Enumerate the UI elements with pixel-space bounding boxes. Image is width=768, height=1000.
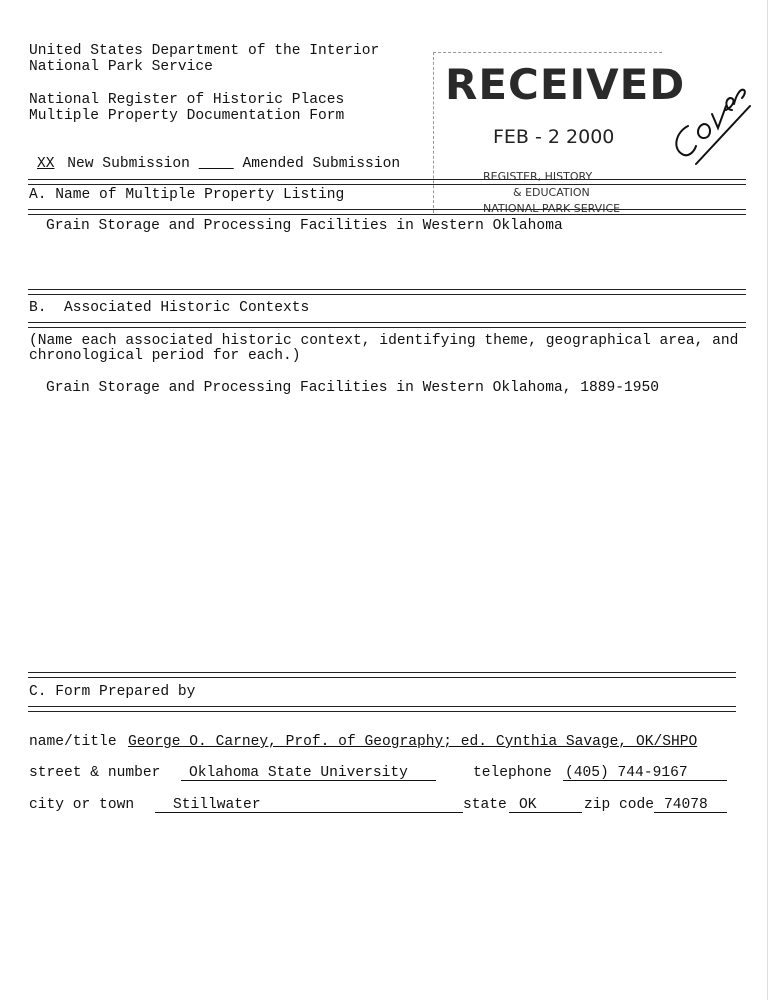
section-a-value: Grain Storage and Processing Facilities in Western Oklahoma xyxy=(46,218,563,234)
street-label: street & number xyxy=(29,765,161,781)
service-title: National Park Service xyxy=(29,59,213,75)
stamp-line-3: NATIONAL PARK SERVICE xyxy=(483,202,621,215)
section-a-heading: A. Name of Multiple Property Listing xyxy=(29,187,345,203)
new-submission-mark: XX xyxy=(37,156,55,172)
section-b-instruction-1: (Name each associated historic context, identifying theme, geographical area, and xyxy=(29,333,739,349)
stamp-line-2: & EDUCATION xyxy=(513,186,590,199)
section-c-heading: C. Form Prepared by xyxy=(29,684,196,700)
register-title: National Register of Historic Places xyxy=(29,92,345,108)
new-submission-label: New Submission xyxy=(67,156,190,172)
street-value: Oklahoma State University xyxy=(189,765,408,781)
telephone-label: telephone xyxy=(473,765,552,781)
name-title-value: George O. Carney, Prof. of Geography; ed. Cynthia Savage, OK/SHPO xyxy=(128,734,698,750)
divider xyxy=(28,668,736,682)
section-b-instruction-2: chronological period for each.) xyxy=(29,348,301,364)
stamp-line-1: REGISTER, HISTORY xyxy=(483,170,593,183)
telephone-value-field xyxy=(563,765,727,781)
section-b-value: Grain Storage and Processing Facilities in Western Oklahoma, 1889-1950 xyxy=(46,380,660,396)
telephone-value: (405) 744-9167 xyxy=(565,765,688,781)
stamp-date: FEB - 2 2000 xyxy=(493,126,615,148)
divider xyxy=(28,285,746,299)
city-value-field xyxy=(155,797,463,813)
amended-submission-label: Amended Submission xyxy=(242,156,401,172)
divider xyxy=(28,318,746,332)
stamp-received: RECEIVED xyxy=(445,60,686,109)
zip-value-field xyxy=(654,797,727,813)
divider xyxy=(28,205,746,219)
state-value-field xyxy=(509,797,582,813)
city-label: city or town xyxy=(29,797,135,813)
handwritten-cover-mark xyxy=(668,76,758,168)
submission-line xyxy=(29,156,400,172)
city-value: Stillwater xyxy=(173,797,261,813)
state-value: OK xyxy=(519,797,537,813)
amended-submission-mark xyxy=(199,156,234,172)
name-title-label: name/title xyxy=(29,734,117,750)
zip-label: zip code xyxy=(584,797,655,813)
street-value-field xyxy=(181,765,436,781)
state-label: state xyxy=(463,797,507,813)
zip-value: 74078 xyxy=(664,797,708,813)
section-b-heading: B. Associated Historic Contexts xyxy=(29,300,310,316)
dept-title: United States Department of the Interior xyxy=(29,43,380,59)
divider xyxy=(28,702,736,716)
form-title: Multiple Property Documentation Form xyxy=(29,108,345,124)
